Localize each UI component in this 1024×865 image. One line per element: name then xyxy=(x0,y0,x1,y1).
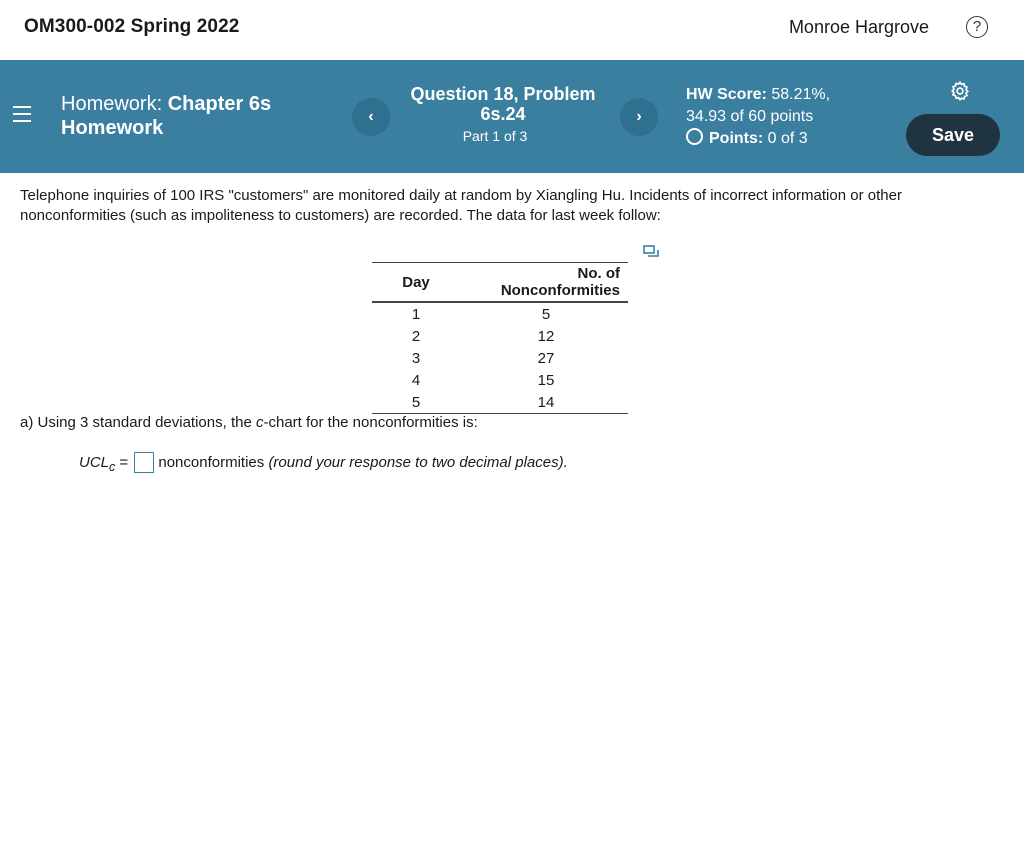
score-panel xyxy=(686,84,830,150)
status-circle-icon xyxy=(686,128,703,145)
value-cell xyxy=(460,369,628,391)
table-row xyxy=(372,347,628,369)
ucl-answer-input[interactable] xyxy=(134,452,154,473)
table-row xyxy=(372,391,628,414)
homework-name-2: Homework xyxy=(61,117,164,139)
day-cell: 4 xyxy=(411,371,421,389)
day-cell: 5 xyxy=(372,391,460,414)
question-a-text-pre: a) Using 3 standard deviations, the xyxy=(20,414,256,431)
ucl-unit: nonconformities xyxy=(158,454,269,471)
question-line-2: 6s.24 xyxy=(480,104,526,124)
help-icon[interactable]: ? xyxy=(966,16,988,38)
ucl-equals: = xyxy=(115,454,129,471)
hw-score-value: 58.21%, xyxy=(771,86,831,103)
points-total: 34.93 of 60 points xyxy=(686,108,814,125)
value-cell xyxy=(460,302,628,325)
assignment-header xyxy=(0,60,1024,173)
question-a xyxy=(20,414,478,431)
value-cell xyxy=(460,347,628,369)
question-a-c: c xyxy=(255,414,264,431)
previous-question-button[interactable]: ‹ xyxy=(352,98,390,136)
course-title: OM300-002 Spring 2022 xyxy=(24,16,240,37)
save-button[interactable]: Save xyxy=(906,114,1000,156)
value-cell xyxy=(460,325,628,347)
ucl-subscript: c xyxy=(109,460,116,474)
points-label: Points: xyxy=(709,130,764,147)
next-question-button[interactable]: › xyxy=(620,98,658,136)
question-line-1: Question 18, Problem xyxy=(410,84,596,104)
day-cell: 3 xyxy=(411,349,421,367)
day-cell: 1 xyxy=(411,305,421,323)
value-text: 14 xyxy=(537,393,555,411)
ucl-answer-row xyxy=(79,452,568,474)
value-text: 15 xyxy=(537,371,555,389)
question-a-text-post: -chart for the nonconformities is: xyxy=(263,414,478,431)
value-text: 12 xyxy=(537,327,555,345)
value-text: 27 xyxy=(537,349,555,367)
question-title[interactable] xyxy=(395,84,611,124)
homework-title xyxy=(61,92,271,140)
table-row xyxy=(372,369,628,391)
ucl-hint: (round your response to two decimal places). xyxy=(268,454,568,471)
points-value: 0 of 3 xyxy=(767,130,808,147)
homework-prefix: Homework: xyxy=(61,93,163,115)
gear-icon[interactable] xyxy=(949,80,971,102)
menu-icon[interactable] xyxy=(13,106,31,127)
top-bar xyxy=(0,0,1024,58)
ucl-label: UCL xyxy=(79,454,110,471)
column-header-day: Day xyxy=(372,263,460,303)
problem-statement: Telephone inquiries of 100 IRS "customers" are monitored daily at random by Xiangling Hu. Incidents of incorrect information or other nonconformities (such as impoliteness to customers) are recorded. The data for last week follow: xyxy=(20,187,902,224)
table-row xyxy=(372,302,628,325)
homework-name-1: Chapter 6s xyxy=(167,93,272,115)
user-name[interactable]: Monroe Hargrove xyxy=(788,17,929,37)
hw-score-label: HW Score: xyxy=(686,86,767,103)
column-header-nonconformities: No. of Nonconformities xyxy=(460,263,628,303)
value-text: 5 xyxy=(541,305,551,323)
table-row xyxy=(372,325,628,347)
value-cell xyxy=(460,391,628,414)
data-table xyxy=(372,262,628,414)
copy-table-icon[interactable] xyxy=(643,245,659,259)
question-part: Part 1 of 3 xyxy=(462,128,528,144)
day-cell: 2 xyxy=(411,327,421,345)
